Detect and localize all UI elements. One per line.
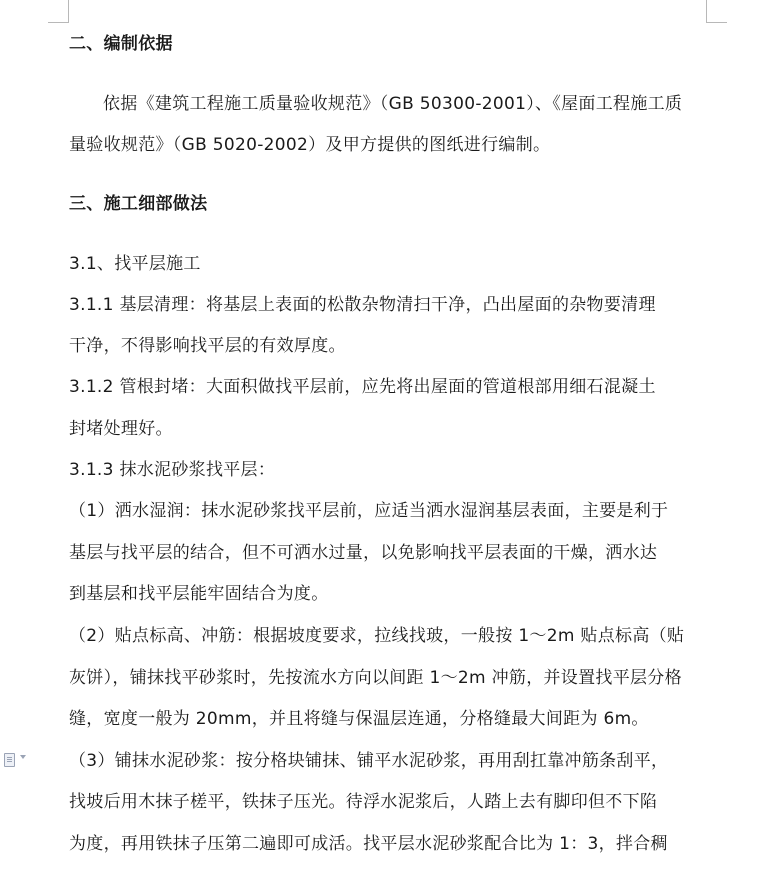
subsection-heading: 3.1、找平层施工 xyxy=(69,254,201,274)
list-item-line: 到基层和找平层能牢固结合为度。 xyxy=(69,584,329,604)
list-item-line: 灰饼），铺抹找平砂浆时，先按流水方向以间距 1～2m 冲筋，并设置找平层分格 xyxy=(69,668,682,688)
section-heading: 二、编制依据 xyxy=(69,34,173,54)
subsection-heading: 3.1.3 抹水泥砂浆找平层： xyxy=(69,460,276,480)
crop-mark-top-right xyxy=(706,0,727,23)
crop-mark-top-left xyxy=(48,0,69,23)
list-item-line: （1）洒水湿润：抹水泥砂浆找平层前，应适当洒水湿润基层表面，主要是利于 xyxy=(69,501,669,521)
section-heading: 三、施工细部做法 xyxy=(69,194,208,214)
paragraph-line: 依据《建筑工程施工质量验收规范》（GB 50300-2001）、《屋面工程施工质 xyxy=(103,94,683,114)
paragraph-line: 封堵处理好。 xyxy=(69,419,173,439)
chevron-down-icon xyxy=(20,755,26,759)
paragraph-line: 3.1.1 基层清理：将基层上表面的松散杂物清扫干净，凸出屋面的杂物要清理 xyxy=(69,295,656,315)
document-icon xyxy=(4,753,15,767)
list-item-line: 基层与找平层的结合，但不可洒水过量，以免影响找平层表面的干燥，洒水达 xyxy=(69,543,658,563)
paragraph-layout-menu[interactable] xyxy=(4,753,32,767)
list-item-line: （2）贴点标高、冲筋：根据坡度要求，拉线找玻，一般按 1～2m 贴点标高（贴 xyxy=(69,626,685,646)
list-item-line: 为度，再用铁抹子压第二遍即可成活。找平层水泥砂浆配合比为 1：3，拌合稠 xyxy=(69,834,668,854)
paragraph-line: 3.1.2 管根封堵：大面积做找平层前，应先将出屋面的管道根部用细石混凝土 xyxy=(69,377,656,397)
paragraph-line: 干净，不得影响找平层的有效厚度。 xyxy=(69,336,346,356)
list-item-line: 找坡后用木抹子槎平，铁抹子压光。待浮水泥浆后，人踏上去有脚印但不下陷 xyxy=(69,792,658,812)
paragraph-line: 量验收规范》（GB 5020-2002）及甲方提供的图纸进行编制。 xyxy=(69,135,551,155)
list-item-line: 缝，宽度一般为 20mm，并且将缝与保温层连通，分格缝最大间距为 6m。 xyxy=(69,709,649,729)
list-item-line: （3）铺抹水泥砂浆：按分格块铺抹、铺平水泥砂浆，再用刮扛靠冲筋条刮平， xyxy=(69,751,669,771)
